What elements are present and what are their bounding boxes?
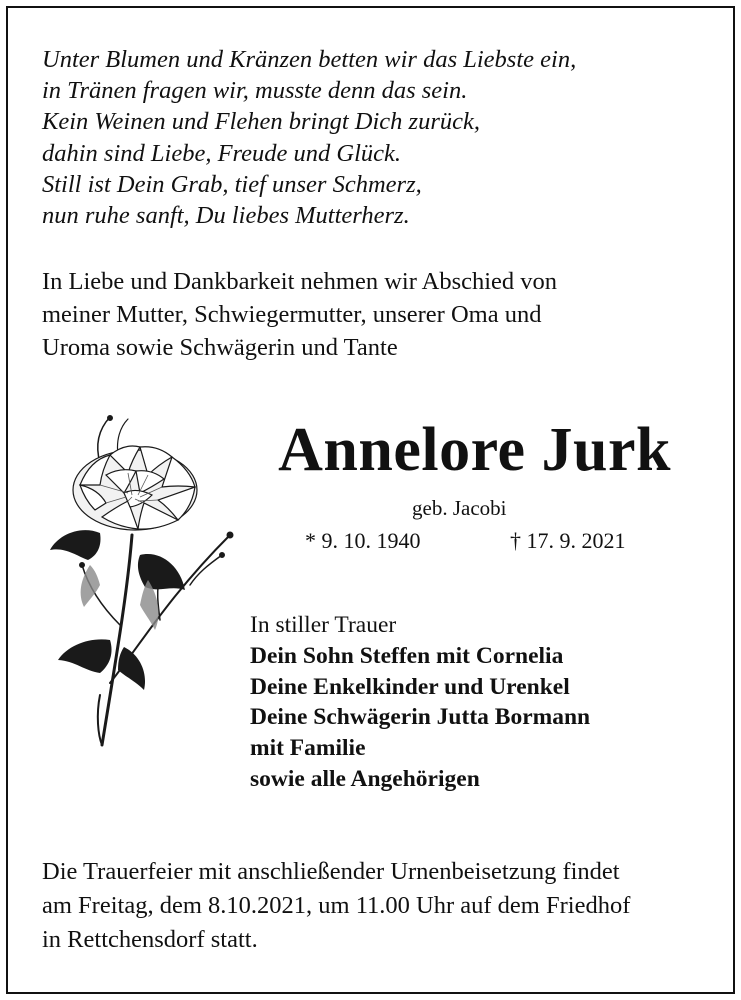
mourner-name: Deine Schwägerin Jutta Bormann bbox=[250, 704, 591, 731]
flower-stem bbox=[98, 695, 102, 745]
death-date: † 17. 9. 2021 bbox=[510, 528, 626, 553]
intro-line: Uroma sowie Schwägerin und Tante bbox=[42, 334, 398, 361]
intro-line: meiner Mutter, Schwiegermutter, unserer Oma und bbox=[42, 301, 542, 328]
maiden-name: geb. Jacobi bbox=[412, 496, 507, 520]
mourners-block bbox=[250, 610, 710, 795]
flower-bud bbox=[108, 416, 113, 421]
poem-line: Kein Weinen und Flehen bringt Dich zurück, bbox=[42, 108, 480, 136]
birth-date: * 9. 10. 1940 bbox=[305, 528, 421, 553]
intro-line: In Liebe und Dankbarkeit nehmen wir Abschied von bbox=[42, 268, 558, 295]
flower-leaf bbox=[138, 554, 185, 590]
funeral-line: Die Trauerfeier mit anschließender Urnenbeisetzung findet bbox=[42, 858, 620, 885]
mourner-name: Dein Sohn Steffen mit Cornelia bbox=[250, 642, 564, 669]
poem-line: in Tränen fragen wir, musste denn das sein. bbox=[42, 77, 468, 105]
poem-line: Unter Blumen und Kränzen betten wir das Liebste ein, bbox=[42, 46, 577, 73]
mourners-intro: In stiller Trauer bbox=[250, 612, 397, 638]
mourner-name: Deine Enkelkinder und Urenkel bbox=[250, 673, 570, 700]
poem-line: Still ist Dein Grab, tief unser Schmerz, bbox=[42, 170, 422, 198]
chrysanthemum-illustration bbox=[40, 415, 240, 760]
funeral-line: in Rettchensdorf statt. bbox=[42, 926, 258, 953]
flower-leaf bbox=[50, 530, 101, 560]
farewell-intro bbox=[42, 265, 702, 364]
flower-bud bbox=[80, 563, 85, 568]
mourner-name: mit Familie bbox=[250, 735, 366, 762]
flower-head bbox=[73, 446, 197, 530]
poem-line: nun ruhe sanft, Du liebes Mutterherz. bbox=[42, 202, 410, 230]
poem-line: dahin sind Liebe, Freude und Glück. bbox=[42, 139, 402, 167]
deceased-name: Annelore Jurk bbox=[278, 416, 671, 484]
poem bbox=[42, 44, 702, 231]
flower-leaf bbox=[58, 639, 112, 673]
funeral-line: am Freitag, dem 8.10.2021, um 11.00 Uhr auf dem Friedhof bbox=[42, 892, 631, 919]
flower-bud bbox=[220, 553, 225, 558]
flower-leaf bbox=[118, 647, 145, 690]
funeral-notice bbox=[42, 855, 712, 957]
flower-bud bbox=[227, 532, 233, 538]
mourner-name: sowie alle Angehörigen bbox=[250, 765, 480, 792]
